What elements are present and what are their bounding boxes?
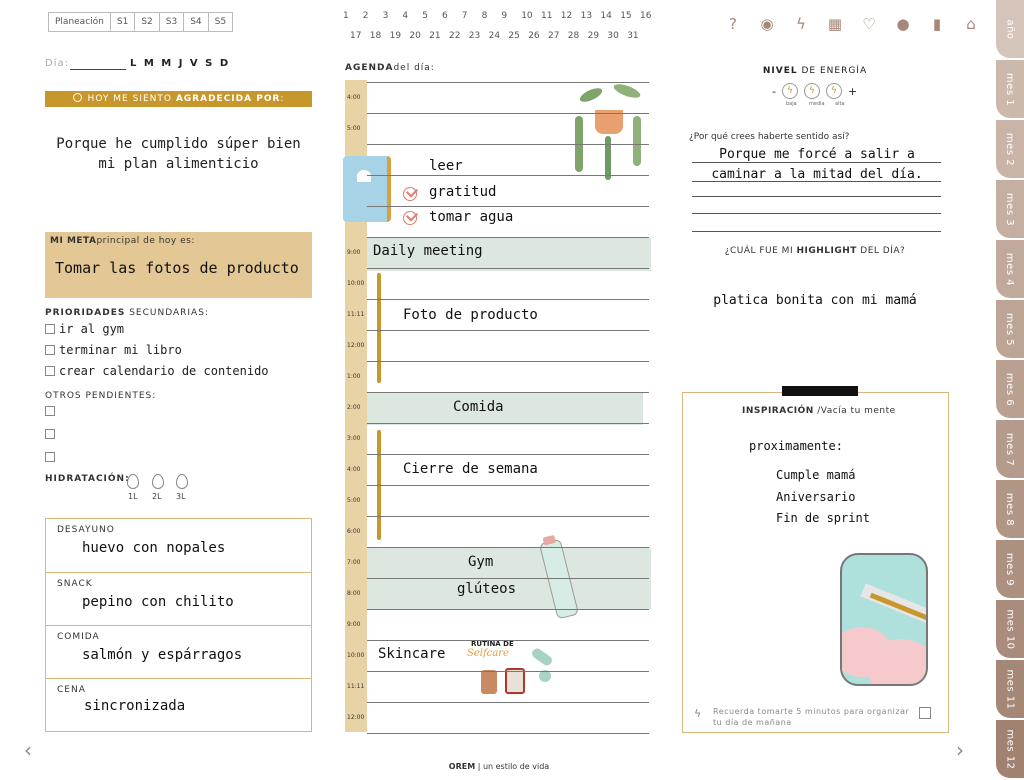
agenda-line bbox=[367, 671, 649, 672]
month-day[interactable]: 17 bbox=[350, 31, 362, 41]
agenda-line bbox=[367, 702, 649, 703]
footer-tagline: | un estilo de vida bbox=[475, 762, 550, 771]
highlight-bold: HIGHLIGHT bbox=[796, 246, 857, 256]
meal-value[interactable]: pepino con chilito bbox=[82, 594, 234, 610]
planeacion-weeks bbox=[48, 12, 233, 32]
meal-label: CENA bbox=[57, 685, 86, 695]
month-day[interactable]: 25 bbox=[508, 31, 520, 41]
tab-label: mes 12 bbox=[1004, 728, 1016, 770]
tab-label: mes 4 bbox=[1004, 252, 1016, 286]
month-day[interactable]: 21 bbox=[429, 31, 441, 41]
priority-item[interactable] bbox=[45, 322, 124, 336]
priority-item[interactable] bbox=[45, 364, 269, 378]
bolt-icon[interactable]: ϟ bbox=[804, 83, 820, 99]
week-s2[interactable]: S2 bbox=[135, 13, 159, 31]
next-page-arrow-icon[interactable]: › bbox=[956, 738, 964, 762]
energy-selector bbox=[772, 83, 857, 99]
tab-mes-12[interactable] bbox=[996, 720, 1024, 778]
agenda-line bbox=[367, 237, 649, 238]
time-label: 10:00 bbox=[347, 652, 365, 659]
priorities-heading bbox=[45, 308, 209, 318]
why-answer[interactable]: Porque me forcé a salir a caminar a la mitad del día. bbox=[711, 147, 923, 182]
task-gratitud[interactable]: gratitud bbox=[429, 184, 497, 200]
time-label: 9:00 bbox=[347, 249, 361, 256]
footer-brand: OREM bbox=[448, 762, 476, 771]
energy-plus: + bbox=[847, 84, 858, 98]
agenda-grid bbox=[345, 80, 649, 732]
meal-value[interactable]: huevo con nopales bbox=[82, 540, 226, 556]
energy-low: baja bbox=[786, 101, 797, 107]
meal-value[interactable]: sincronizada bbox=[84, 698, 186, 714]
dia-label: Día: bbox=[45, 58, 69, 69]
reminder-checkbox[interactable] bbox=[919, 707, 931, 719]
agenda-line bbox=[367, 454, 649, 455]
meals-table bbox=[45, 518, 312, 732]
month-day[interactable]: 19 bbox=[389, 31, 402, 41]
agenda-line bbox=[367, 733, 649, 734]
mood-bold: AGRADECIDA POR bbox=[175, 94, 281, 104]
checkbox[interactable] bbox=[45, 324, 55, 334]
airplane-window-sticker-icon bbox=[840, 553, 928, 686]
month-day[interactable]: 10 bbox=[521, 11, 533, 21]
time-label: 5:00 bbox=[347, 497, 361, 504]
meal-row[interactable] bbox=[46, 519, 311, 573]
plant-sticker-icon bbox=[575, 86, 647, 182]
task-leer[interactable]: leer bbox=[429, 158, 463, 174]
task-gym[interactable]: Gym bbox=[468, 554, 494, 570]
agenda-line bbox=[367, 206, 649, 207]
bolt-icon[interactable]: ϟ bbox=[796, 15, 806, 33]
highlight-question bbox=[682, 246, 948, 256]
agenda-line bbox=[367, 392, 649, 393]
planeacion-label: Planeación bbox=[49, 13, 111, 31]
tab-mes-5[interactable] bbox=[996, 300, 1024, 358]
agenda-line bbox=[367, 516, 649, 517]
check-icon[interactable] bbox=[403, 211, 417, 225]
eye-icon[interactable]: ◉ bbox=[760, 15, 774, 33]
task-cierre[interactable]: Cierre de semana bbox=[403, 461, 538, 477]
footer bbox=[0, 762, 998, 771]
goal-title-rest: principal de hoy es: bbox=[96, 236, 195, 246]
month-day[interactable]: 3 bbox=[382, 11, 389, 21]
water-drop-icon[interactable] bbox=[127, 474, 139, 489]
agenda-line bbox=[367, 609, 649, 610]
month-day[interactable]: 8 bbox=[481, 11, 488, 21]
checkbox[interactable] bbox=[45, 366, 55, 376]
goal-title bbox=[50, 236, 195, 246]
time-label: 12:00 bbox=[347, 714, 365, 721]
home-icon[interactable]: ⌂ bbox=[966, 15, 976, 33]
pending-checkbox-2[interactable] bbox=[45, 429, 55, 439]
month-day[interactable]: 14 bbox=[600, 11, 612, 21]
tab-label: mes 11 bbox=[1004, 668, 1016, 710]
checkbox[interactable] bbox=[45, 345, 55, 355]
month-day[interactable]: 11 bbox=[541, 11, 553, 21]
goal-title-bold: MI META bbox=[50, 236, 97, 246]
tab-label: mes 7 bbox=[1004, 432, 1016, 466]
agenda-line bbox=[367, 299, 649, 300]
reminder-text: Recuerda tomarte 5 minutos para organizar tu día de mañana bbox=[713, 707, 910, 727]
tab-mes-11[interactable] bbox=[996, 660, 1024, 718]
hydration-heading: HIDRATACIÓN: bbox=[45, 474, 130, 484]
sticker-title: RUTINA DE bbox=[471, 640, 514, 648]
weekday-letters[interactable]: L M M J V S D bbox=[130, 58, 231, 69]
sticker-script: Selfcare bbox=[467, 648, 509, 659]
meal-label: DESAYUNO bbox=[57, 525, 115, 535]
tab-año[interactable] bbox=[996, 0, 1024, 58]
agenda-rest: del día: bbox=[393, 63, 435, 73]
tab-mes-9[interactable] bbox=[996, 540, 1024, 598]
pending-heading: OTROS PENDIENTES: bbox=[45, 391, 157, 401]
meal-label: COMIDA bbox=[57, 632, 100, 642]
water-drop-icon[interactable] bbox=[176, 474, 188, 489]
month-day[interactable]: 1 bbox=[343, 11, 349, 21]
pending-checkbox-3[interactable] bbox=[45, 452, 55, 462]
tab-label: año bbox=[1004, 18, 1016, 40]
time-block-bar bbox=[377, 273, 381, 383]
bolt-icon: ϟ bbox=[694, 707, 702, 720]
mood-answer[interactable]: Porque he cumplido súper bien mi plan alimenticio bbox=[56, 136, 301, 172]
highlight-answer[interactable]: platica bonita con mi mamá bbox=[713, 293, 917, 308]
energy-mid: media bbox=[809, 101, 825, 107]
time-label: 10:00 bbox=[347, 280, 365, 287]
time-label: 11:11 bbox=[347, 683, 365, 690]
tab-label: mes 8 bbox=[1004, 492, 1016, 526]
time-label: 6:00 bbox=[347, 528, 361, 535]
priority-label: ir al gym bbox=[59, 322, 125, 336]
month-day[interactable]: 16 bbox=[640, 11, 652, 21]
time-label: 4:00 bbox=[347, 466, 361, 473]
energy-bold: NIVEL bbox=[762, 66, 798, 76]
tab-label: mes 6 bbox=[1004, 372, 1016, 406]
agenda-line bbox=[367, 485, 649, 486]
inspiration-bold: INSPIRACIÓN bbox=[742, 406, 814, 416]
why-question: ¿Por qué crees haberte sentido así? bbox=[689, 132, 850, 142]
week-s5[interactable]: S5 bbox=[214, 17, 227, 27]
month-day[interactable]: 20 bbox=[409, 31, 421, 41]
month-day[interactable]: 5 bbox=[422, 11, 428, 21]
time-label: 2:00 bbox=[347, 404, 361, 411]
book-icon[interactable]: ▮ bbox=[932, 15, 942, 33]
agenda-bold: AGENDA bbox=[345, 63, 394, 73]
tab-mes-10[interactable] bbox=[996, 600, 1024, 658]
month-day[interactable]: 26 bbox=[528, 31, 540, 41]
pending-checkbox-1[interactable] bbox=[45, 406, 55, 416]
time-label: 4:00 bbox=[347, 94, 361, 101]
time-label: 7:00 bbox=[347, 559, 361, 566]
tab-label: mes 9 bbox=[1004, 552, 1016, 586]
water-drop-icon[interactable] bbox=[152, 474, 164, 489]
heart-icon bbox=[357, 170, 371, 182]
mood-suffix: : bbox=[280, 94, 285, 104]
meal-row[interactable] bbox=[46, 626, 311, 679]
tab-label: mes 5 bbox=[1004, 312, 1016, 346]
task-agua[interactable]: tomar agua bbox=[429, 209, 514, 225]
month-day[interactable]: 31 bbox=[627, 31, 639, 41]
task-gluteos[interactable]: glúteos bbox=[457, 581, 517, 597]
week-s3[interactable]: S3 bbox=[160, 13, 184, 31]
clapper-icon[interactable]: ▦ bbox=[827, 15, 843, 33]
month-day[interactable]: 27 bbox=[548, 31, 560, 41]
mood-prefix: HOY ME SIENTO bbox=[87, 94, 172, 104]
tab-mes-3[interactable] bbox=[996, 180, 1024, 238]
inspiration-item[interactable]: Aniversario bbox=[776, 490, 856, 504]
month-day[interactable]: 6 bbox=[442, 11, 448, 21]
month-tabs bbox=[996, 0, 1024, 780]
month-day[interactable]: 7 bbox=[461, 11, 468, 21]
time-label: 1:00 bbox=[347, 373, 361, 380]
time-label: 3:00 bbox=[347, 435, 361, 442]
month-day[interactable]: 12 bbox=[560, 11, 573, 21]
agenda-line bbox=[367, 361, 649, 362]
bolt-icon[interactable]: ϟ bbox=[826, 83, 842, 99]
month-day[interactable]: 18 bbox=[369, 31, 382, 41]
tab-label: mes 2 bbox=[1004, 132, 1016, 166]
month-day[interactable]: 9 bbox=[501, 11, 508, 21]
tab-mes-1[interactable] bbox=[996, 60, 1024, 118]
month-day[interactable]: 15 bbox=[620, 11, 632, 21]
hydration-3l: 3L bbox=[176, 492, 186, 501]
agenda-line bbox=[367, 113, 649, 114]
priorities-bold: PRIORIDADES bbox=[45, 308, 126, 318]
agenda-line bbox=[367, 547, 649, 548]
tab-label: mes 10 bbox=[1004, 608, 1016, 650]
agenda-line bbox=[367, 578, 649, 579]
inspiration-item[interactable]: Cumple mamá bbox=[776, 468, 856, 482]
task-foto[interactable]: Foto de producto bbox=[403, 307, 538, 323]
time-label: 9:00 bbox=[347, 621, 361, 628]
tab-mes-8[interactable] bbox=[996, 480, 1024, 538]
highlight-post: DEL DÍA? bbox=[856, 246, 906, 256]
hydration-1l: 1L bbox=[128, 492, 138, 501]
notebook-sticker-icon bbox=[343, 156, 391, 222]
month-day[interactable]: 2 bbox=[362, 11, 369, 21]
highlight-pre: ¿CUÁL FUE MI bbox=[724, 246, 797, 256]
meal-row[interactable] bbox=[46, 679, 311, 732]
month-day[interactable]: 24 bbox=[488, 31, 501, 41]
top-icon-bar bbox=[716, 14, 988, 34]
agenda-line bbox=[367, 330, 649, 331]
inspiration-heading bbox=[742, 406, 896, 416]
energy-rest: DE ENERGÍA bbox=[797, 66, 868, 76]
agenda-line bbox=[367, 423, 649, 424]
week-s1[interactable]: S1 bbox=[111, 13, 135, 31]
energy-high: alta bbox=[835, 101, 845, 107]
question-icon[interactable]: ? bbox=[729, 15, 737, 33]
inspiration-title[interactable]: proximamente: bbox=[749, 439, 843, 453]
answer-line bbox=[692, 213, 941, 214]
check-icon[interactable] bbox=[403, 187, 417, 201]
inspiration-item[interactable]: Fin de sprint bbox=[776, 511, 870, 525]
tab-mes-7[interactable] bbox=[996, 420, 1024, 478]
piggy-bank-icon[interactable]: ● bbox=[896, 15, 910, 33]
answer-line bbox=[692, 196, 941, 197]
bolt-icon[interactable]: ϟ bbox=[782, 83, 798, 99]
tab-label: mes 1 bbox=[1004, 72, 1016, 106]
meal-label: SNACK bbox=[57, 579, 93, 589]
agenda-line bbox=[367, 268, 649, 269]
task-comida[interactable]: Comida bbox=[453, 399, 504, 415]
tape-decoration bbox=[782, 386, 858, 396]
answer-line bbox=[692, 231, 941, 232]
mood-header bbox=[45, 91, 312, 107]
tab-mes-4[interactable] bbox=[996, 240, 1024, 298]
time-label: 8:00 bbox=[347, 590, 361, 597]
agenda-line bbox=[367, 175, 649, 176]
tab-mes-6[interactable] bbox=[996, 360, 1024, 418]
dia-line bbox=[70, 69, 126, 70]
tab-mes-2[interactable] bbox=[996, 120, 1024, 178]
month-day[interactable]: 30 bbox=[607, 31, 619, 41]
energy-heading bbox=[682, 66, 948, 76]
inspiration-rest: /Vacía tu mente bbox=[813, 406, 896, 416]
agenda-line bbox=[367, 144, 649, 145]
agenda-line bbox=[367, 82, 649, 83]
time-label: 5:00 bbox=[347, 125, 361, 132]
month-day[interactable]: 23 bbox=[468, 31, 481, 41]
tab-label: mes 3 bbox=[1004, 192, 1016, 226]
month-day[interactable]: 13 bbox=[580, 11, 593, 21]
selfcare-sticker-icon bbox=[467, 638, 563, 698]
month-day[interactable]: 22 bbox=[449, 31, 461, 41]
task-meeting[interactable]: Daily meeting bbox=[373, 243, 483, 259]
hydration-2l: 2L bbox=[152, 492, 162, 501]
agenda-band-comida bbox=[367, 392, 643, 425]
meal-row[interactable] bbox=[46, 573, 311, 626]
task-skincare[interactable]: Skincare bbox=[378, 646, 446, 662]
heart-icon[interactable]: ♡ bbox=[862, 15, 876, 33]
month-day[interactable]: 29 bbox=[587, 31, 600, 41]
time-label: 11:11 bbox=[347, 311, 365, 318]
energy-minus: - bbox=[772, 84, 776, 98]
prev-page-arrow-icon[interactable]: ‹ bbox=[24, 738, 32, 762]
goal-answer[interactable]: Tomar las fotos de producto bbox=[55, 259, 299, 277]
month-day[interactable]: 4 bbox=[402, 11, 409, 21]
priorities-rest: SECUNDARIAS: bbox=[125, 308, 209, 318]
time-label: 12:00 bbox=[347, 342, 365, 349]
smile-icon bbox=[73, 93, 82, 102]
week-s4[interactable]: S4 bbox=[184, 13, 208, 31]
agenda-heading bbox=[345, 63, 435, 73]
priority-label: terminar mi libro bbox=[59, 343, 182, 357]
priority-label: crear calendario de contenido bbox=[59, 364, 269, 378]
month-day[interactable]: 28 bbox=[567, 31, 580, 41]
meal-value[interactable]: salmón y espárragos bbox=[82, 647, 243, 663]
agenda-line bbox=[367, 640, 649, 641]
priority-item[interactable] bbox=[45, 343, 182, 357]
